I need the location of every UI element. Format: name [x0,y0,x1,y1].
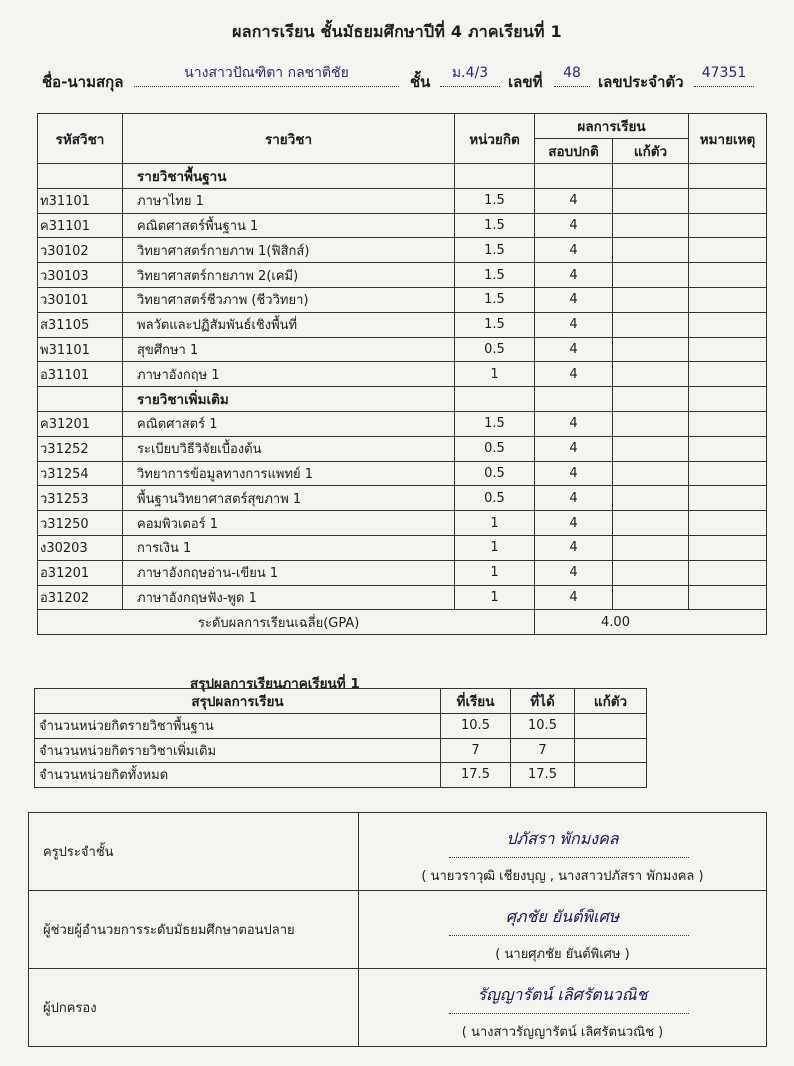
signature-role: ครูประจำชั้น [29,813,359,891]
student-info-line [42,62,762,90]
subject-grade: 4 [535,213,613,238]
summary-label-header: สรุปผลการเรียน [35,689,441,714]
signer-full-name: ( นางสาวรัญญารัตน์ เลิศรัตนวณิช ) [461,1025,664,1040]
subject-code: ง30203 [38,535,123,560]
signature-row [29,813,767,891]
handwritten-signature: ปภัสรา พักมงคล [506,829,619,848]
summary-table [34,688,647,788]
summary-earned-value: 17.5 [511,763,575,788]
subject-grade: 4 [535,511,613,536]
signature-role: ผู้ช่วยผู้อำนวยการระดับมัธยมศึกษาตอนปลาย [29,891,359,969]
subject-code: อ31202 [38,585,123,610]
signature-line [449,1013,689,1014]
summary-row-label: จำนวนหน่วยกิตรายวิชาพื้นฐาน [35,714,441,739]
subject-code: อ31201 [38,560,123,585]
subject-grade: 4 [535,461,613,486]
subject-grade: 4 [535,411,613,436]
page-title: ผลการเรียน ชั้นมัธยมศึกษาปีที่ 4 ภาคเรียนที่ 1 [232,22,562,41]
name-label: ชื่อ-นามสกุล [42,73,124,91]
subject-name: วิทยาการข้อมูลทางการแพทย์ 1 [123,461,455,486]
table-row [38,312,767,337]
number-value: 48 [554,62,590,87]
subject-grade: 4 [535,535,613,560]
student-name-value: นางสาวปัณฑิตา กลชาติชัย [134,62,399,87]
subject-credits: 1.5 [455,411,535,436]
signer-full-name: ( นายวราวุฒิ เชียงบุญ , นางสาวปภัสรา พักมงคล ) [421,869,704,884]
subject-credits: 1.5 [455,287,535,312]
subject-grade: 4 [535,436,613,461]
gpa-value: 4.00 [535,610,767,635]
subject-grade: 4 [535,560,613,585]
summary-row-label: จำนวนหน่วยกิตรายวิชาเพิ่มเติม [35,738,441,763]
subject-credits: 1 [455,560,535,585]
table-row [38,535,767,560]
table-row [38,560,767,585]
summary-title: สรุปผลการเรียนภาคเรียนที่ 1 [190,676,360,692]
subject-code: ว31250 [38,511,123,536]
subject-credits: 0.5 [455,337,535,362]
subject-grade: 4 [535,486,613,511]
subject-header: รายวิชา [123,114,455,164]
subject-credits: 1 [455,362,535,387]
subject-grade: 4 [535,287,613,312]
code-header: รหัสวิชา [38,114,123,164]
subject-grade: 4 [535,263,613,288]
summary-earned-value: 10.5 [511,714,575,739]
signature-role: ผู้ปกครอง [29,969,359,1047]
number-label: เลขที่ [508,73,543,91]
subject-name: ภาษาอังกฤษ 1 [123,362,455,387]
subject-credits: 0.5 [455,436,535,461]
table-row [35,763,647,788]
summary-retake-header: แก้ตัว [575,689,647,714]
table-row [35,738,647,763]
summary-row-label: จำนวนหน่วยกิตทั้งหมด [35,763,441,788]
summary-registered-value: 17.5 [441,763,511,788]
subject-credits: 1 [455,511,535,536]
subject-name: การเงิน 1 [123,535,455,560]
subject-code: ว30103 [38,263,123,288]
grades-table [37,113,767,635]
subject-credits: 1 [455,585,535,610]
subject-name: คณิตศาสตร์ 1 [123,411,455,436]
subject-code: ค31101 [38,213,123,238]
summary-registered-value: 10.5 [441,714,511,739]
subject-credits: 1.5 [455,263,535,288]
table-row [38,238,767,263]
table-row [38,362,767,387]
section-row [38,387,767,412]
subject-code: ค31201 [38,411,123,436]
subject-name: วิทยาศาสตร์กายภาพ 1(ฟิสิกส์) [123,238,455,263]
table-row [38,337,767,362]
subject-grade: 4 [535,188,613,213]
retake-header: แก้ตัว [613,139,689,164]
subject-name: ระเบียบวิธีวิจัยเบื้องต้น [123,436,455,461]
table-row [38,511,767,536]
signature-line [449,935,689,936]
handwritten-signature: รัญญารัตน์ เลิศรัตนวณิช [477,985,648,1004]
subject-name: สุขศึกษา 1 [123,337,455,362]
signature-row [29,969,767,1047]
signer-full-name: ( นายศุภชัย ยันต์พิเศษ ) [495,947,630,962]
section-row [38,164,767,189]
subject-grade: 4 [535,238,613,263]
section-basic-label: รายวิชาพื้นฐาน [123,164,455,189]
section-extra-label: รายวิชาเพิ่มเติม [123,387,455,412]
subject-code: ท31101 [38,188,123,213]
table-row [38,461,767,486]
table-row [38,411,767,436]
handwritten-signature: ศุภชัย ยันต์พิเศษ [505,907,620,926]
signature-row [29,891,767,969]
subject-credits: 1.5 [455,213,535,238]
subject-name: คอมพิวเตอร์ 1 [123,511,455,536]
subject-name: พื้นฐานวิทยาศาสตร์สุขภาพ 1 [123,486,455,511]
summary-earned-header: ที่ได้ [511,689,575,714]
subject-code: ส31105 [38,312,123,337]
signature-table [28,812,767,1047]
summary-earned-value: 7 [511,738,575,763]
subject-code: ว30102 [38,238,123,263]
subject-code: ว31252 [38,436,123,461]
table-row [38,213,767,238]
class-value: ม.4/3 [440,62,500,87]
subject-code: ว31253 [38,486,123,511]
credits-header: หน่วยกิต [455,114,535,164]
table-row [38,188,767,213]
gpa-row [38,610,767,635]
subject-name: วิทยาศาสตร์ชีวภาพ (ชีววิทยา) [123,287,455,312]
signature-line [449,857,689,858]
summary-registered-value: 7 [441,738,511,763]
subject-code: ว30101 [38,287,123,312]
table-row [38,287,767,312]
class-label: ชั้น [410,73,431,91]
table-row [38,486,767,511]
table-row [38,263,767,288]
subject-name: ภาษาไทย 1 [123,188,455,213]
subject-credits: 1 [455,535,535,560]
subject-credits: 0.5 [455,486,535,511]
subject-grade: 4 [535,362,613,387]
subject-grade: 4 [535,585,613,610]
subject-name: วิทยาศาสตร์กายภาพ 2(เคมี) [123,263,455,288]
student-id-label: เลขประจำตัว [598,73,684,91]
regular-exam-header: สอบปกติ [535,139,613,164]
subject-name: คณิตศาสตร์พื้นฐาน 1 [123,213,455,238]
subject-code: พ31101 [38,337,123,362]
subject-grade: 4 [535,312,613,337]
subject-grade: 4 [535,337,613,362]
subject-name: พลวัตและปฏิสัมพันธ์เชิงพื้นที่ [123,312,455,337]
summary-registered-header: ที่เรียน [441,689,511,714]
result-group-header: ผลการเรียน [535,114,689,139]
subject-code: อ31101 [38,362,123,387]
student-id-value: 47351 [694,62,754,87]
subject-credits: 1.5 [455,238,535,263]
remark-header: หมายเหตุ [689,114,767,164]
table-row [38,585,767,610]
subject-name: ภาษาอังกฤษอ่าน-เขียน 1 [123,560,455,585]
gpa-label: ระดับผลการเรียนเฉลี่ย(GPA) [38,610,535,635]
table-row [35,714,647,739]
subject-credits: 1.5 [455,312,535,337]
table-row [38,436,767,461]
subject-code: ว31254 [38,461,123,486]
subject-credits: 0.5 [455,461,535,486]
subject-credits: 1.5 [455,188,535,213]
subject-name: ภาษาอังกฤษฟัง-พูด 1 [123,585,455,610]
